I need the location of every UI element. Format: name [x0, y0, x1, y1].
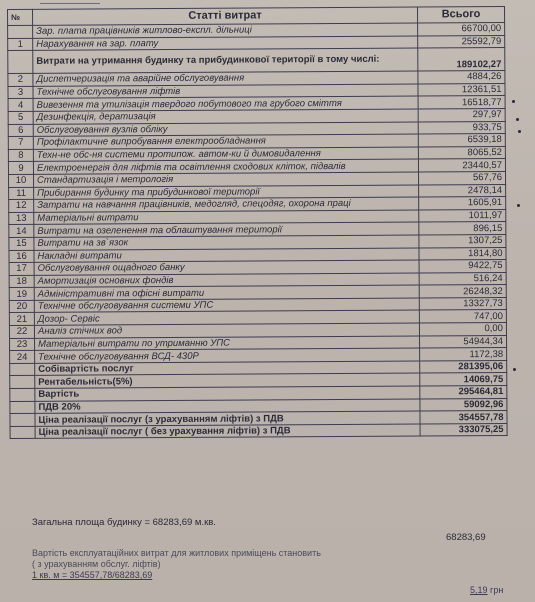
row-number: 6 — [8, 124, 33, 137]
row-number: 7 — [8, 136, 33, 149]
row-number: 24 — [10, 351, 35, 364]
row-expense-value: 1307,25 — [419, 234, 506, 247]
row-expense-name: ПДВ 20% — [35, 399, 420, 414]
row-expense-value: 297,97 — [418, 108, 505, 121]
row-expense-value: 16518,77 — [418, 96, 505, 109]
row-expense-name: Собівартість послуг — [35, 361, 420, 376]
row-expense-name: Ціна реалізації послуг ( без урахування ліфтів) з ПДВ — [35, 424, 420, 439]
row-number: 10 — [9, 174, 34, 187]
pen-mark — [512, 100, 515, 103]
row-expense-value: 26248,32 — [419, 285, 506, 298]
row-number: 22 — [9, 325, 34, 338]
row-expense-name: Ціна реалізації послуг (з урахуванням ліфтів) з ПДВ — [35, 411, 420, 426]
row-expense-value: 933,75 — [418, 121, 505, 134]
row-expense-value: 567,76 — [419, 171, 506, 184]
row-expense-name: Затрати на навчання працівників, медогляд, спецодяг, охорона праці — [34, 197, 419, 212]
row-number — [10, 414, 35, 427]
row-number: 17 — [9, 262, 34, 275]
cost-result-unit: грн — [490, 585, 504, 595]
row-expense-name: Вартість — [35, 386, 420, 401]
row-expense-name: Нарахування на зар. плату — [33, 36, 418, 51]
row-expense-value: 189102,27 — [418, 48, 505, 72]
row-number: 20 — [9, 300, 34, 313]
row-number: 3 — [8, 86, 33, 99]
row-expense-value: 12361,51 — [418, 83, 505, 96]
row-expense-value: 4884,26 — [418, 71, 505, 84]
row-number — [10, 388, 35, 401]
row-expense-value: 333075,25 — [420, 423, 507, 436]
header-expense-items: Статті витрат — [33, 7, 418, 25]
row-number: 5 — [8, 111, 33, 124]
row-expense-value: 896,15 — [419, 222, 506, 235]
row-expense-value: 281395,06 — [420, 360, 507, 373]
row-expense-value: 6539,18 — [418, 134, 505, 147]
row-expense-name: Обслуговування вузлів обліку — [33, 122, 418, 137]
row-expense-value: 1814,80 — [419, 247, 506, 260]
page-edge-line — [40, 0, 100, 4]
row-number: 8 — [8, 149, 33, 162]
row-expense-name: Адміністративні та офісні витрати — [34, 285, 419, 300]
row-number: 13 — [9, 212, 34, 225]
table-row — [10, 423, 507, 439]
row-expense-value: 1011,97 — [419, 209, 506, 222]
row-expense-value: 2478,14 — [419, 184, 506, 197]
row-expense-name: Дозор- Сервіс — [34, 310, 419, 325]
row-number: 18 — [9, 275, 34, 288]
row-number — [10, 376, 35, 389]
row-expense-name: Дезинфекція, дератизація — [33, 109, 418, 124]
building-area-value: 68283,69 — [446, 532, 486, 543]
row-expense-name: Технічне обслуговування ліфтів — [33, 84, 418, 99]
row-expense-name: Профілактичне випробування електрообладнання — [33, 134, 418, 149]
row-expense-value: 59092,96 — [420, 398, 507, 411]
cost-result-value: 5,19 — [470, 585, 488, 595]
row-expense-value: 1605,91 — [419, 197, 506, 210]
pen-mark — [516, 118, 519, 121]
row-expense-value: 66700,00 — [418, 22, 505, 35]
row-number: 16 — [9, 250, 34, 263]
pen-mark — [513, 368, 516, 371]
row-number — [8, 51, 33, 74]
row-expense-value: 8065,52 — [418, 146, 505, 159]
row-expense-name: Стандартизація і метрологія — [34, 172, 419, 187]
row-number: 12 — [9, 199, 34, 212]
row-expense-value: 25592,79 — [418, 35, 505, 48]
row-expense-value: 9422,75 — [419, 260, 506, 273]
cost-note — [32, 548, 321, 581]
row-expense-name: Електроенергія для ліфтів та освітлення сходових кліток, підвалів — [33, 159, 418, 174]
row-number: 1 — [8, 38, 33, 51]
cost-note-line2: ( з урахуванням обслуг. ліфтів) — [32, 559, 161, 569]
row-expense-name: Техн-не обс-ня системи протипож. автом-ки й димовидалення — [33, 147, 418, 162]
row-expense-name: Технічне обслуговування системи УПС — [34, 298, 419, 313]
row-number: 14 — [9, 225, 34, 238]
row-expense-value: 13327,73 — [419, 297, 506, 310]
row-expense-name: Витрати на утримання будинку та прибудинкової території в тому числі: — [33, 48, 418, 73]
row-number: 21 — [9, 313, 34, 326]
row-expense-value: 295464,81 — [420, 385, 507, 398]
row-expense-name: Матеріальні витрати — [34, 210, 419, 225]
row-expense-name: Зар. плата працівників житлово-експл. дільниці — [33, 23, 418, 38]
row-number: 23 — [10, 338, 35, 351]
row-number — [10, 426, 35, 439]
row-expense-name: Прибирання будинку та прибудинкової території — [34, 185, 419, 200]
row-expense-name: Технічне обслуговування ВСД- 430Р — [35, 348, 420, 363]
header-number: № — [8, 9, 33, 25]
row-expense-name: Накладні витрати — [34, 247, 419, 262]
row-expense-name: Вивезення та утилізація твердого побутового та грубого сміття — [33, 96, 418, 111]
row-expense-name: Диспетчеризація та аварійне обслуговування — [33, 71, 418, 86]
pen-mark — [517, 204, 520, 207]
row-expense-value: 14069,75 — [420, 373, 507, 386]
row-number: 15 — [9, 237, 34, 250]
row-expense-name: Амортизація основних фондів — [34, 273, 419, 288]
row-expense-value: 54944,34 — [420, 335, 507, 348]
expenses-table — [7, 6, 508, 439]
row-expense-name: Обслуговування ощадного банку — [34, 260, 419, 275]
row-number — [8, 25, 33, 38]
building-area-text: Загальна площа будинку = 68283,69 м.кв. — [32, 517, 216, 528]
row-number: 2 — [8, 74, 33, 87]
row-expense-value: 0,00 — [419, 323, 506, 336]
row-number: 9 — [8, 162, 33, 175]
row-expense-value: 354557,78 — [420, 411, 507, 424]
cost-result — [470, 585, 503, 595]
row-expense-value: 747,00 — [419, 310, 506, 323]
row-expense-name: Витрати на озеленення та облаштування території — [34, 222, 419, 237]
row-expense-name: Аналіз стічних вод — [34, 323, 419, 338]
row-number — [10, 401, 35, 414]
row-expense-name: Матеріальні витрати по утриманню УПС — [35, 336, 420, 351]
table-row — [8, 48, 505, 74]
row-expense-name: Рентабельність(5%) — [35, 373, 420, 388]
row-number — [10, 363, 35, 376]
row-expense-value: 23440,57 — [418, 159, 505, 172]
cost-note-line1: Вартість експлуатаційних витрат для житлових приміщень становить — [32, 548, 321, 558]
row-expense-value: 516,24 — [419, 272, 506, 285]
row-number: 11 — [9, 187, 34, 200]
row-expense-value: 1172,38 — [420, 348, 507, 361]
header-total: Всього — [417, 6, 504, 23]
row-number: 4 — [8, 99, 33, 112]
row-number: 19 — [9, 288, 34, 301]
cost-formula: 1 кв. м = 354557,78/68283,69 — [32, 570, 153, 580]
pen-mark — [518, 130, 521, 133]
row-expense-name: Витрати на зв`язок — [34, 235, 419, 250]
